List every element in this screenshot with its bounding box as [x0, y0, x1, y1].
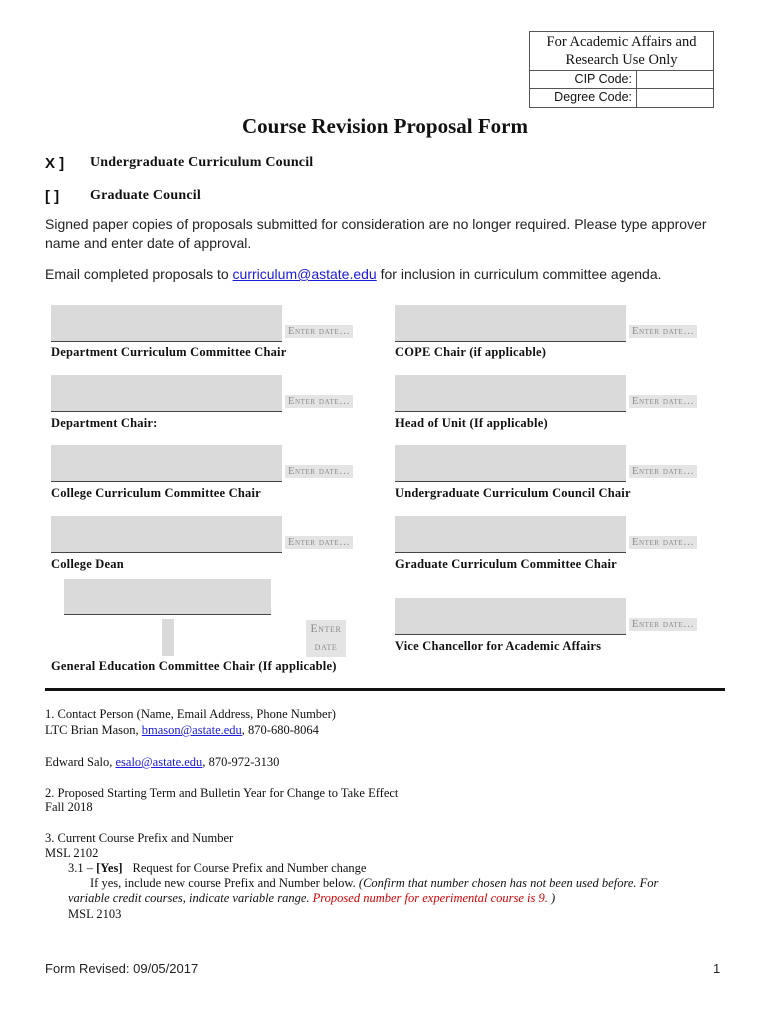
signature-field-head-unit[interactable]: [395, 375, 626, 412]
date-placeholder-line-2: date: [314, 641, 338, 653]
degree-code-field[interactable]: [637, 89, 713, 107]
label-grad-chair: Graduate Curriculum Committee Chair: [395, 557, 617, 571]
academic-affairs-box: [529, 31, 714, 108]
label-cope: COPE Chair (if applicable): [395, 345, 547, 359]
signature-field-college-dean[interactable]: [51, 516, 282, 553]
date-placeholder-line-1: Enter: [310, 623, 342, 635]
contact-1-name: LTC Brian Mason,: [45, 723, 142, 737]
email-text-post: for inclusion in curriculum committee agenda.: [376, 266, 662, 282]
section3-variable-line: [68, 891, 555, 907]
council-option-graduate[interactable]: [45, 188, 201, 205]
date-field-college-curriculum[interactable]: Enter date…: [285, 465, 353, 478]
cip-code-field[interactable]: [637, 71, 713, 88]
contact-1-phone: , 870-680-8064: [241, 723, 319, 737]
label-vice-chancellor: Vice Chancellor for Academic Affairs: [395, 639, 602, 653]
email-paragraph: [45, 265, 735, 284]
label-gen-ed: General Education Committee Chair (If applicable): [51, 659, 337, 673]
section3-1-number: 3.1 –: [68, 861, 97, 875]
section2-value[interactable]: Fall 2018: [45, 800, 93, 814]
section3-close-paren: ): [547, 891, 556, 905]
contact-1: [45, 723, 319, 739]
date-field-ucc-chair[interactable]: Enter date…: [629, 465, 697, 478]
label-head-unit: Head of Unit (If applicable): [395, 416, 548, 430]
degree-code-row: [530, 89, 713, 107]
section3-confirm-text-2: variable credit courses, indicate variable range.: [68, 891, 313, 905]
label-dept-chair: Department Chair:: [51, 416, 158, 430]
section3-1-line: [68, 861, 366, 877]
section3-heading: 3. Current Course Prefix and Number: [45, 831, 234, 845]
section-divider: [45, 688, 725, 691]
council-option-ucc[interactable]: [45, 155, 313, 172]
signature-field-gen-ed[interactable]: [64, 579, 271, 615]
signature-field-college-curriculum[interactable]: [51, 445, 282, 482]
date-field-cope[interactable]: Enter date…: [629, 325, 697, 338]
council-label-ucc: Undergraduate Curriculum Council: [90, 155, 314, 170]
page-title: Course Revision Proposal Form: [241, 114, 528, 138]
date-field-dept-curriculum[interactable]: Enter date…: [285, 325, 353, 338]
curriculum-email-link[interactable]: curriculum@astate.edu: [232, 266, 377, 282]
signature-field-dept-chair[interactable]: [51, 375, 282, 412]
date-field-head-unit[interactable]: Enter date…: [629, 395, 697, 408]
footer-page-number: 1: [713, 961, 721, 976]
date-field-gen-ed[interactable]: [306, 620, 346, 657]
cip-code-row: [530, 71, 713, 89]
section3-experimental-note: Proposed number for experimental course is 9.: [312, 891, 548, 905]
signature-field-cope[interactable]: [395, 305, 626, 342]
label-college-dean: College Dean: [51, 557, 124, 571]
contact-2: [45, 755, 279, 771]
date-field-vice-chancellor[interactable]: Enter date…: [629, 618, 697, 631]
section1-heading: 1. Contact Person (Name, Email Address, Phone Number): [45, 707, 336, 721]
footer-revised-date: Form Revised: 09/05/2017: [45, 961, 199, 976]
section3-new-value[interactable]: MSL 2103: [68, 907, 122, 921]
signature-field-ucc-chair[interactable]: [395, 445, 626, 482]
academic-affairs-title: For Academic Affairs and Research Use Only: [530, 32, 713, 71]
contact-2-email-link[interactable]: esalo@astate.edu: [115, 755, 203, 769]
section3-value[interactable]: MSL 2102: [45, 846, 99, 860]
signature-field-vice-chancellor[interactable]: [395, 598, 626, 635]
council-checkbox-ucc[interactable]: X ]: [45, 155, 65, 172]
signature-field-gen-ed-overflow[interactable]: [162, 619, 174, 656]
intro-paragraph: Signed paper copies of proposals submitted for consideration are no longer required. Please type approver name and enter date of approval.: [45, 216, 707, 251]
section3-1-answer[interactable]: [Yes]: [96, 861, 123, 875]
section2-heading: 2. Proposed Starting Term and Bulletin Year for Change to Take Effect: [45, 786, 399, 800]
label-ucc-chair: Undergraduate Curriculum Council Chair: [395, 486, 631, 500]
signature-field-dept-curriculum[interactable]: [51, 305, 282, 342]
section3-confirm-text-1: (Confirm that number chosen has not been used before. For: [358, 876, 659, 890]
council-label-graduate: Graduate Council: [90, 188, 201, 203]
date-field-dept-chair[interactable]: Enter date…: [285, 395, 353, 408]
section3-ifyes-line: [90, 876, 658, 892]
section3-ifyes-text: If yes, include new course Prefix and Number below.: [90, 876, 359, 890]
contact-1-email-link[interactable]: bmason@astate.edu: [141, 723, 242, 737]
date-field-college-dean[interactable]: Enter date…: [285, 536, 353, 549]
contact-2-name: Edward Salo,: [45, 755, 116, 769]
cip-code-label: CIP Code:: [530, 71, 637, 88]
contact-2-phone: , 870-972-3130: [202, 755, 280, 769]
date-field-grad-chair[interactable]: Enter date…: [629, 536, 697, 549]
signature-field-grad-chair[interactable]: [395, 516, 626, 553]
degree-code-label: Degree Code:: [530, 89, 637, 107]
email-text-pre: Email completed proposals to: [45, 266, 233, 282]
section3-1-text: Request for Course Prefix and Number change: [132, 861, 367, 875]
label-dept-curriculum: Department Curriculum Committee Chair: [51, 345, 287, 359]
council-checkbox-graduate[interactable]: [ ]: [45, 188, 60, 205]
label-college-curriculum: College Curriculum Committee Chair: [51, 486, 261, 500]
